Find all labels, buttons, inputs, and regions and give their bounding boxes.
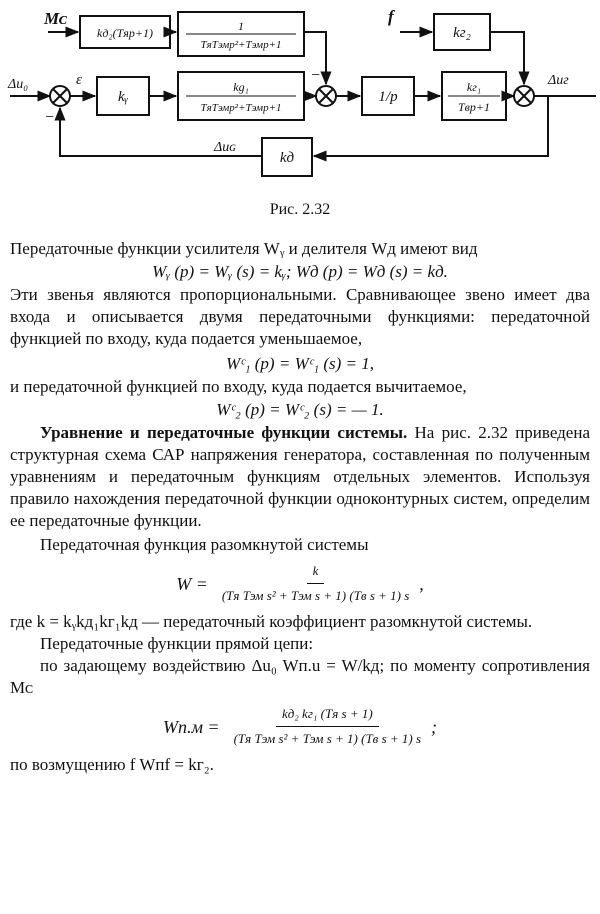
paragraph-6: где k = kᵧkд₁kг₁kд — передаточный коэффициент разомкнутой системы. xyxy=(10,612,533,631)
block-integrator-label: 1/p xyxy=(378,89,398,105)
paragraph-7: Передаточные функции прямой цепи: xyxy=(40,634,314,653)
section-heading: Уравнение и передаточные функции системы. xyxy=(40,423,408,442)
formula-4-denominator: (Tя Tэм s² + Tэм s + 1) (Tв s + 1) s xyxy=(221,588,410,603)
formula-5-tail: ; xyxy=(431,716,438,737)
dur-label: Δuг xyxy=(548,73,569,88)
formula-5-numerator: kд₂ kг₁ (Tя s + 1) xyxy=(276,703,379,727)
feedback-line-out xyxy=(314,96,548,156)
formula-3: Wᶜ₂ (p) = Wᶜ₂ (s) = — 1. xyxy=(216,400,384,419)
text-body xyxy=(0,238,600,776)
block-ky-label: kᵧ xyxy=(117,89,129,105)
block-kd-label: kд xyxy=(279,150,295,166)
paragraph-4-text: На рис. 2.32 приведена структурная схема САР напряжения генератора, составленная по полученным уравнениям и передаточным функциям отдельных элементов. Используя правило нахождения передаточной функции одноконтурных систем, определим ее передаточные функции. xyxy=(10,423,590,530)
formula-4-tail: , xyxy=(419,573,424,594)
block-tf3-num: kг₁ xyxy=(466,80,482,94)
minus-sign-2: − xyxy=(310,67,321,84)
formula-moment xyxy=(10,703,590,750)
block-tf1-num: 1 xyxy=(238,19,244,33)
block-tf2-num: kg₁ xyxy=(233,80,249,94)
du0-label: Δu₀ xyxy=(8,77,29,92)
paragraph-9: по возмущению f Wпf = kг₂. xyxy=(10,755,214,774)
formula-2: Wᶜ₁ (p) = Wᶜ₁ (s) = 1, xyxy=(225,354,375,373)
block-diagram xyxy=(0,0,600,200)
paragraph-3: и передаточной функцией по входу, куда подается вычитаемое, xyxy=(10,377,467,396)
formula-5-denominator: (Tя Tэм s² + Tэм s + 1) (Tв s + 1) s xyxy=(233,731,422,746)
formula-5-lhs: Wп.м = xyxy=(162,716,220,737)
paragraph-5: Передаточная функция разомкнутой системы xyxy=(40,535,369,554)
block-kdg-label: kд₂(Tяp+1) xyxy=(97,26,153,40)
paragraph-1: Передаточные функции усилителя Wᵧ и делителя Wд имеют вид xyxy=(10,239,478,258)
minus-sign-1: − xyxy=(44,109,55,126)
block-kg2-label: kг₂ xyxy=(453,25,471,41)
block-tf1-den: TяTэмp²+Tэмp+1 xyxy=(200,39,282,51)
f-label: f xyxy=(388,7,394,26)
formula-1: Wᵧ (p) = Wᵧ (s) = kᵧ; Wд (p) = Wд (s) = kд. xyxy=(152,262,448,281)
paragraph-4 xyxy=(10,422,590,532)
eps-label: ε xyxy=(76,72,82,88)
paragraph-8: по задающему воздействию Δu₀ Wп.u = W/kд; по моменту сопротивления Mᴄ xyxy=(10,656,590,697)
dug-label: Δuɢ xyxy=(214,140,237,155)
block-tf3-den: Tвp+1 xyxy=(458,100,490,114)
formula-4-numerator: k xyxy=(307,560,325,584)
formula-open-loop xyxy=(10,560,590,607)
figure-caption: Рис. 2.32 xyxy=(269,201,331,218)
block-tf2-den: TяTэмp²+Tэмp+1 xyxy=(200,102,282,114)
formula-4-lhs: W = xyxy=(176,573,208,594)
paragraph-2: Эти звенья являются пропорциональными. Сравнивающее звено имеет два входа и описывается двумя передаточными функциями: передаточной функцией по входу, куда подается уменьшаемое, xyxy=(10,285,590,348)
mc-label: Mᴄ xyxy=(44,9,68,28)
